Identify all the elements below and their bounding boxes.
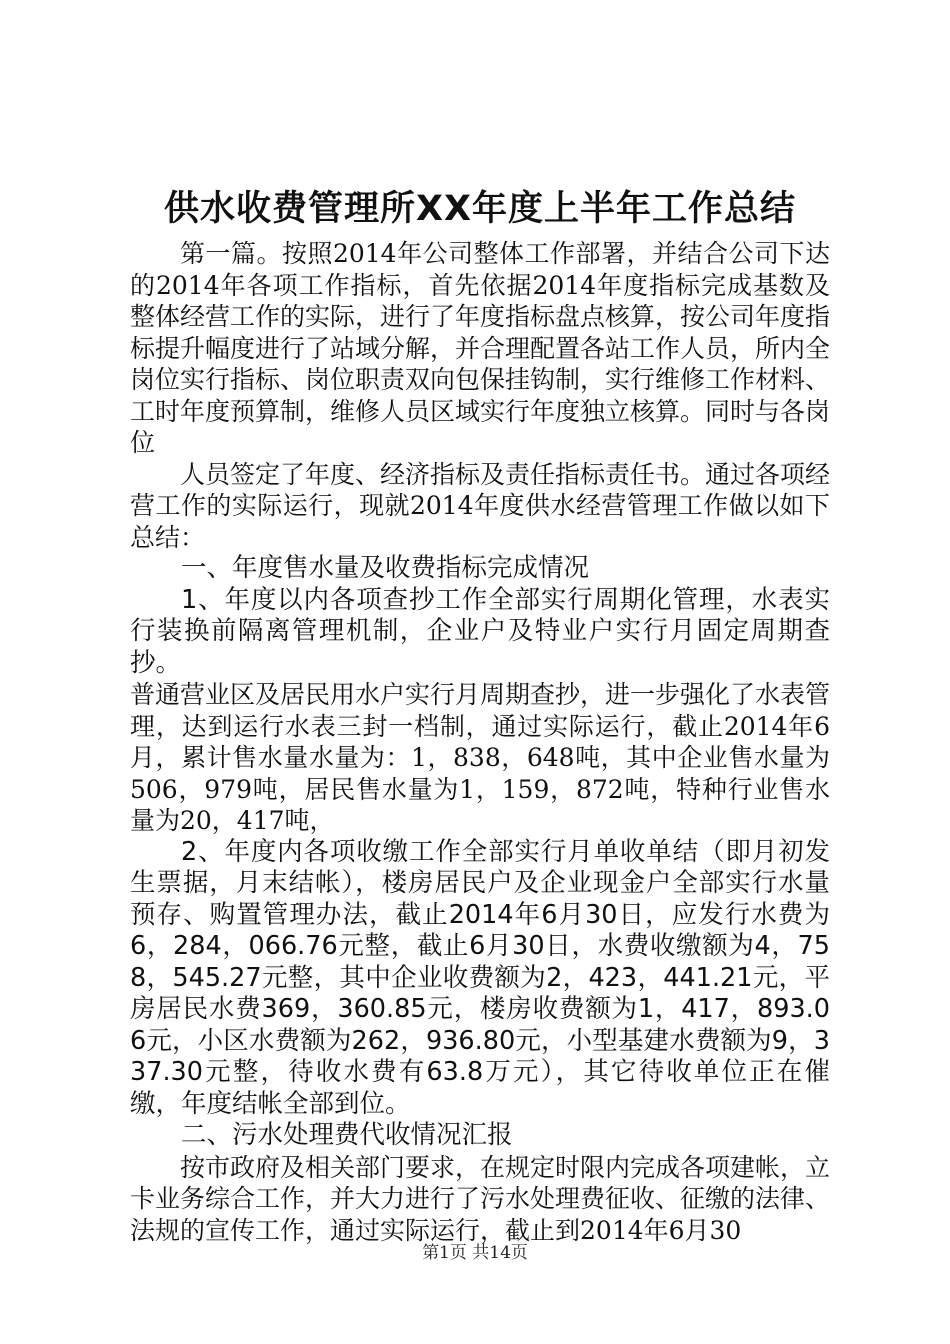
paragraph-responsibility: 人员签定了年度、经济指标及责任指标责任书。通过各项经营工作的实际运行，现就2014年度供水经营管理工作做以如下总结：	[130, 459, 831, 552]
paragraph-meter-reading: 1、年度以内各项查抄工作全部实行周期化管理，水表实行装换前隔离管理机制，企业户及特业户实行月固定周期查抄。	[130, 584, 830, 678]
paragraph-sewage-fee: 按市政府及相关部门要求，在规定时限内完成各项建帐，立卡业务综合工作，并大力进行了污水处理费征收、征缴的法律、法规的宣传工作，通过实际运行，截止到2014年6月30	[130, 1152, 831, 1245]
paragraph-fee-collection: 2、年度内各项收缴工作全部实行月单收单结（即月初发生票据，月末结帐），楼房居民户及企业现金户全部实行水量预存、购置管理办法，截止2014年6月30日，应发行水费为6，284，066.76元整，截止6月30日，水费收缴额为4，758，545.27元整，其中企业收费额为2，423，441.21元，平房居民水费369，360.85元，楼房收费额为1，417，893.06元，小区水费额为262，936.80元，小型基建水费额为9，337.30元整，待收水费有63.8万元），其它待收单位正在催缴，年度结帐全部到位。	[130, 836, 830, 1119]
paragraph-intro: 第一篇。按照2014年公司整体工作部署，并结合公司下达的2014年各项工作指标，首先依据2014年度指标完成基数及整体经营工作的实际，进行了年度指标盘点核算，按公司年度指标提升幅度进行了站域分解，并合理配置各站工作人员，所内全岗位实行指标、岗位职责双向包保挂钩制，实行维修工作材料、工时年度预算制，维修人员区域实行年度独立核算。同时与各岗位	[130, 239, 831, 457]
section-heading-sewage-fee: 二、污水处理费代收情况汇报	[181, 1120, 513, 1150]
paragraph-water-sales-figures: 普通营业区及居民用水户实行月周期查抄，进一步强化了水表管理，达到运行水表三封一档制，通过实际运行，截止2014年6月，累计售水量水量为：1，838，648吨，其中企业售水量为506，979吨，居民售水量为1，159，872吨，特种行业售水量为20，417吨，	[130, 680, 831, 835]
page-number-footer: 第1页 共14页	[422, 1243, 528, 1263]
document-page	[130, 180, 830, 1246]
document-title: 供水收费管理所XX年度上半年工作总结	[164, 189, 796, 229]
section-heading-water-sales: 一、年度售水量及收费指标完成情况	[181, 553, 590, 583]
